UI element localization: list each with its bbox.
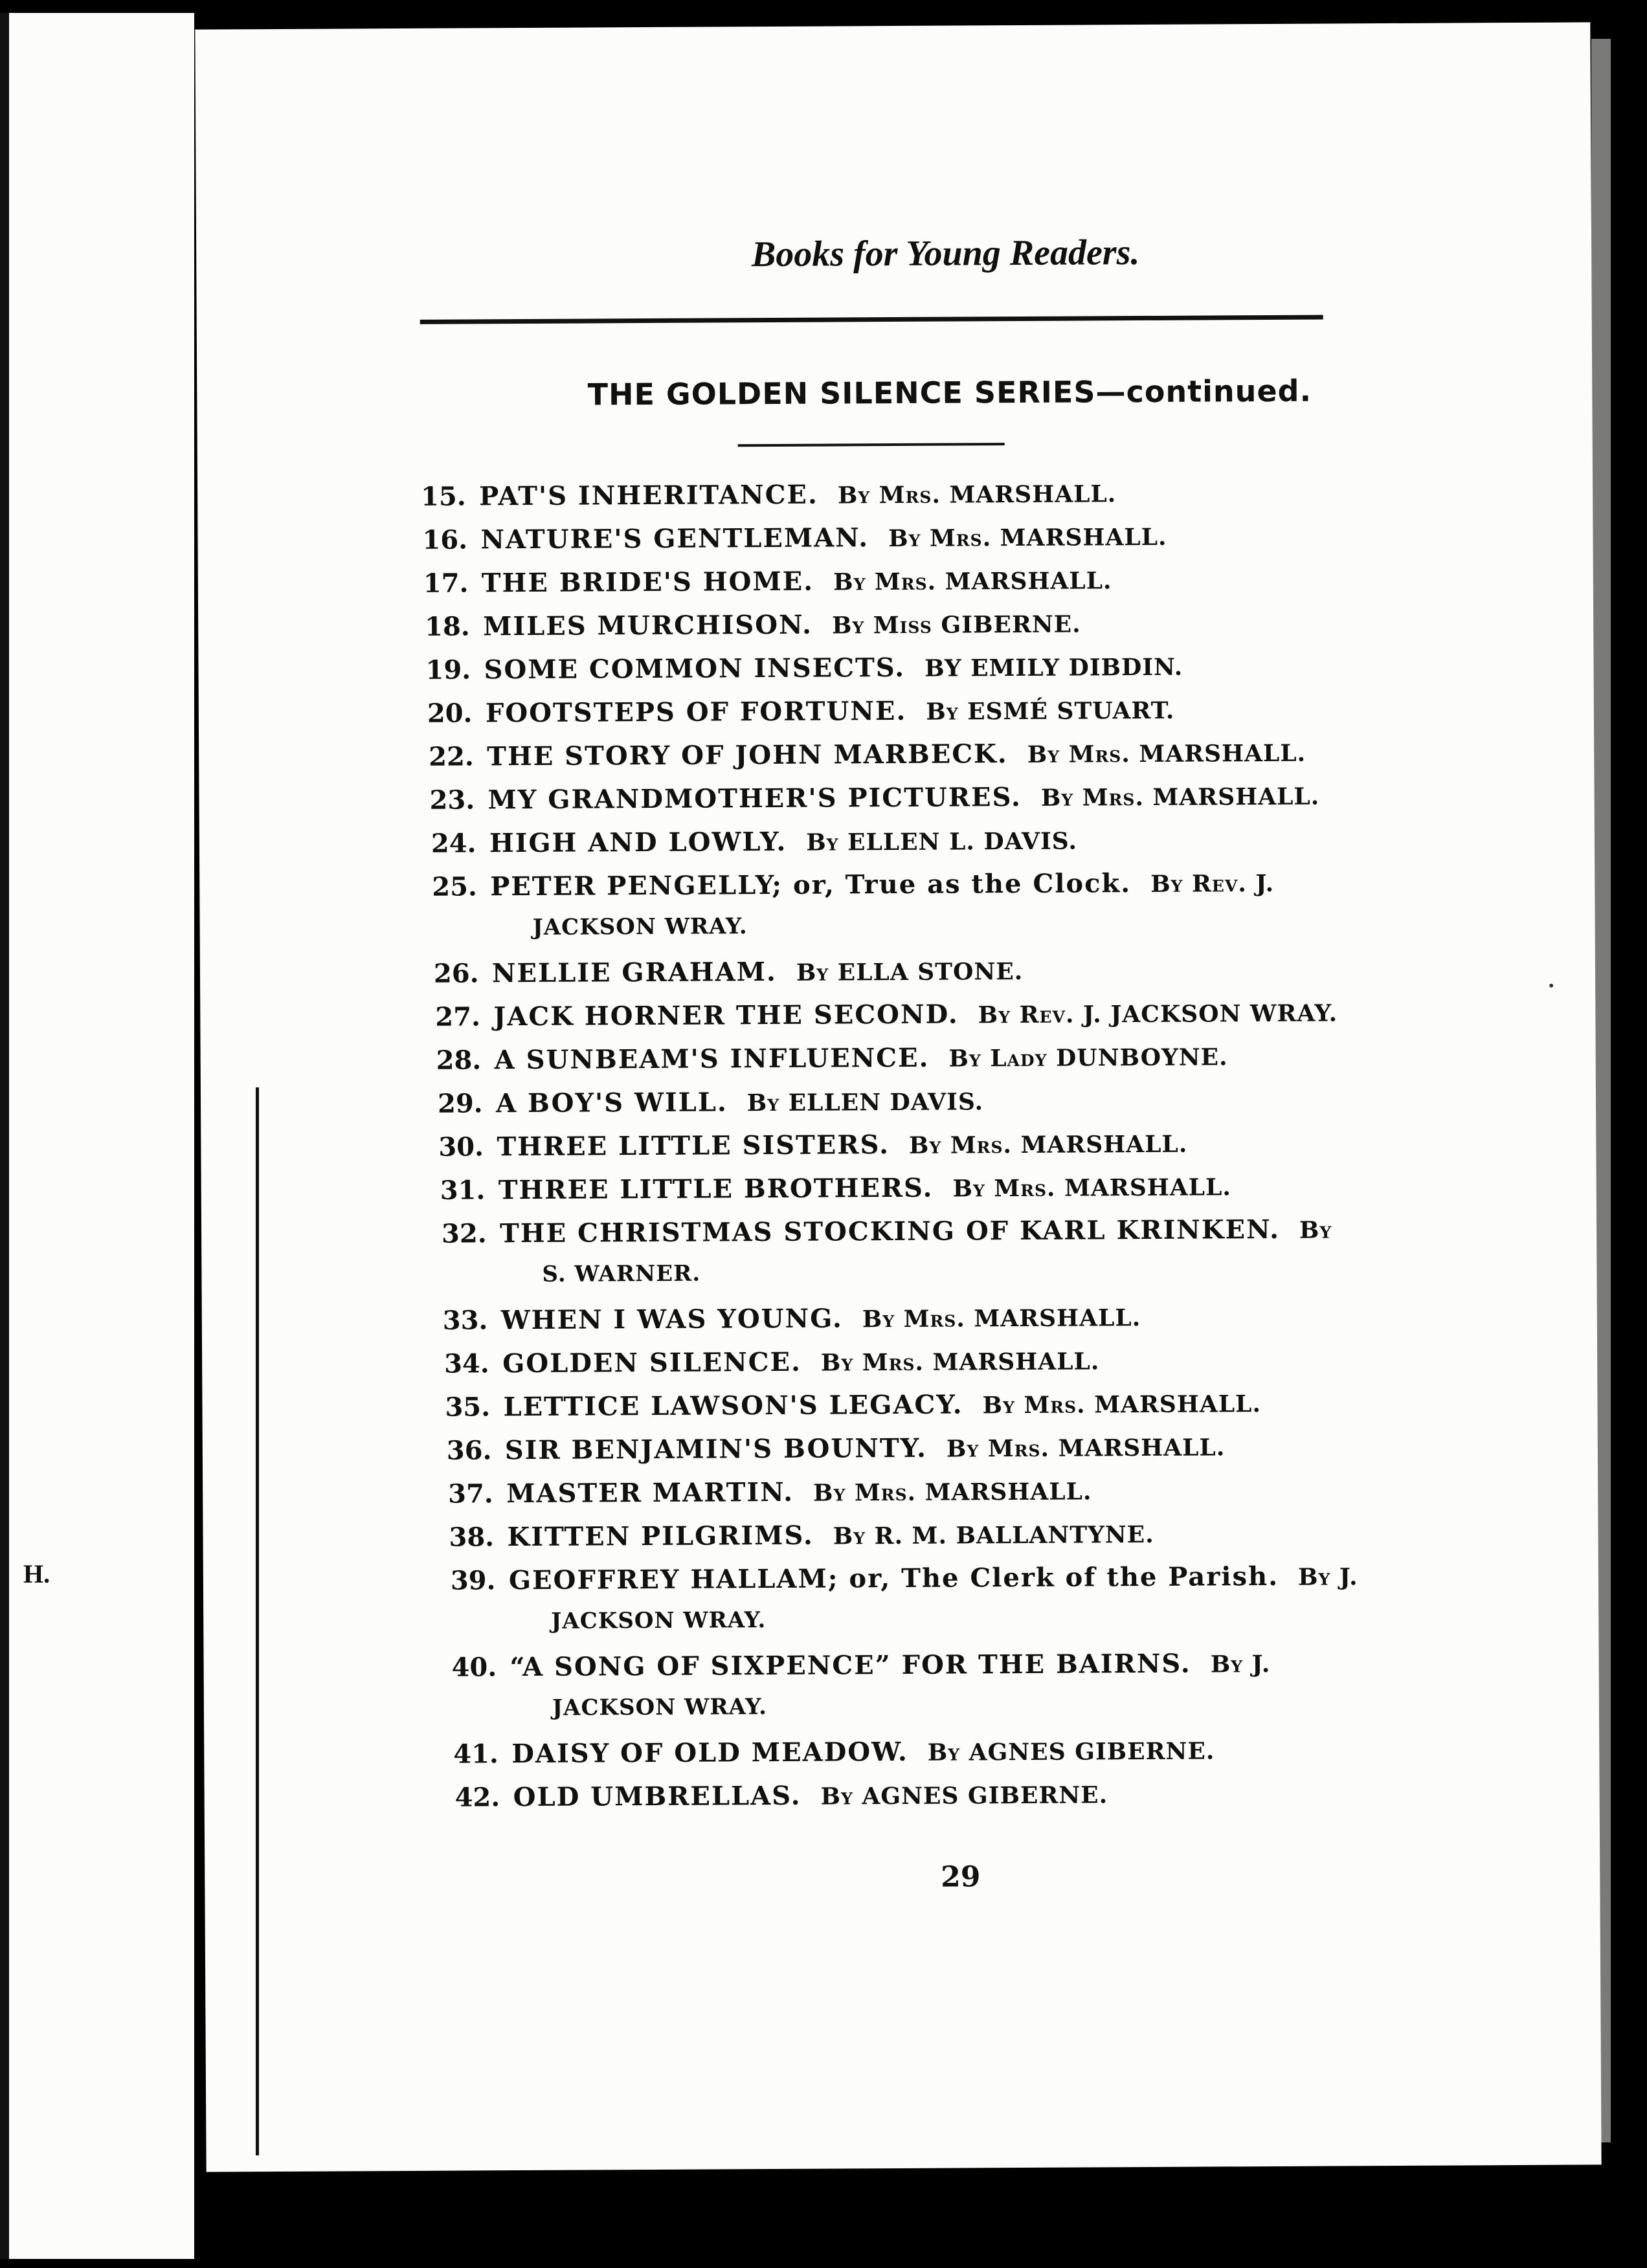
list-item — [438, 1120, 1363, 1168]
entry-author: By J. — [1297, 1563, 1358, 1591]
entry-title: THE STORY OF JOHN MARBECK. — [487, 739, 1008, 772]
entry-author-continuation: JACKSON WRAY. — [552, 1694, 768, 1721]
list-item — [435, 990, 1362, 1038]
entry-author: By Mrs. MARSHALL. — [952, 1173, 1231, 1203]
entry-author: By Miss GIBERNE. — [831, 610, 1081, 639]
list-item — [453, 1728, 1366, 1775]
entry-line — [487, 781, 1319, 816]
entry-line — [492, 955, 1024, 988]
entry-author: By Rev. J. JACKSON WRAY. — [978, 999, 1338, 1029]
entry-author: By — [1299, 1216, 1332, 1244]
entry-author-continuation: S. WARNER. — [542, 1260, 701, 1287]
entry-title: MILES MURCHISON. — [483, 609, 813, 642]
entry-author: By ELLA STONE. — [796, 957, 1024, 986]
entry-number: 36. — [446, 1435, 492, 1466]
entry-line — [510, 1648, 1270, 1682]
entry-author: By AGNES GIBERNE. — [927, 1737, 1215, 1766]
entry-number: 22. — [429, 741, 474, 772]
entry-title: “A SONG OF SIXPENCE” FOR THE BAIRNS. — [510, 1648, 1191, 1683]
entry-author: By Mrs. MARSHALL. — [888, 523, 1167, 553]
entry-number: 20. — [427, 698, 473, 729]
entry-number: 31. — [440, 1175, 486, 1206]
entry-number: 18. — [425, 611, 470, 642]
list-item — [447, 1424, 1365, 1472]
entry-line — [502, 1345, 1099, 1379]
entry-line — [489, 825, 1077, 859]
entry-number: 16. — [422, 524, 468, 555]
entry-number: 41. — [453, 1739, 499, 1770]
entry-author: By Mrs. MARSHALL. — [908, 1130, 1188, 1159]
entry-title: KITTEN PILGRIMS. — [507, 1520, 814, 1553]
entry-author: By Mrs. MARSHALL. — [982, 1390, 1262, 1419]
entry-line — [487, 737, 1306, 772]
entry-author-continuation: JACKSON WRAY. — [551, 1607, 767, 1634]
entry-author: By Mrs. MARSHALL. — [1040, 783, 1320, 812]
left-page — [0, 13, 194, 2259]
entry-title: THE CHRISTMAS STOCKING OF KARL KRINKEN. — [499, 1214, 1281, 1249]
entry-title: NELLIE GRAHAM. — [491, 956, 778, 989]
entry-author: By Mrs. MARSHALL. — [833, 567, 1112, 596]
list-item — [422, 513, 1360, 562]
entry-number: 24. — [431, 828, 476, 859]
title-rule — [738, 443, 1005, 447]
entry-author: By Mrs. MARSHALL. — [1027, 739, 1306, 768]
entry-title: MY GRANDMOTHER'S PICTURES. — [487, 781, 1022, 816]
list-item — [425, 600, 1360, 649]
series-title: THE GOLDEN SILENCE SERIES—continued. — [587, 373, 1312, 412]
entry-author: By J. — [1210, 1651, 1271, 1678]
list-item — [431, 817, 1361, 865]
entry-line — [507, 1518, 1154, 1552]
list-item — [451, 1641, 1366, 1732]
entry-title: DAISY OF OLD MEADOW. — [511, 1736, 908, 1770]
entry-title: A SUNBEAM'S INFLUENCE. — [494, 1042, 930, 1076]
book-list — [421, 470, 1367, 1819]
list-item — [429, 773, 1361, 822]
entry-author-continuation: JACKSON WRAY. — [532, 913, 748, 940]
list-item — [442, 1207, 1364, 1298]
entry-author: By ELLEN DAVIS. — [746, 1088, 984, 1117]
page-number: 29 — [941, 1860, 981, 1894]
entry-title: SOME COMMON INSECTS. — [484, 652, 906, 685]
entry-number: 19. — [425, 654, 471, 685]
entry-author: By Rev. J. — [1150, 869, 1275, 898]
entry-number: 17. — [423, 568, 469, 599]
list-item — [443, 1294, 1364, 1342]
list-item — [423, 557, 1360, 605]
list-item — [425, 643, 1360, 692]
entry-title: FOOTSTEPS OF FORTUNE. — [485, 695, 907, 729]
list-item — [445, 1381, 1364, 1429]
list-item — [454, 1771, 1366, 1819]
list-item — [434, 947, 1362, 995]
list-item — [444, 1337, 1364, 1385]
entry-number: 32. — [441, 1218, 487, 1249]
entry-author: By Lady DUNBOYNE. — [948, 1043, 1228, 1073]
entry-number: 15. — [421, 481, 466, 512]
entry-author: By Mrs. MARSHALL. — [946, 1434, 1226, 1463]
entry-author: By AGNES GIBERNE. — [820, 1781, 1108, 1810]
entry-line — [479, 478, 1116, 511]
entry-line — [497, 1128, 1187, 1162]
entry-title: OLD UMBRELLAS. — [513, 1780, 801, 1813]
entry-line — [513, 1779, 1108, 1812]
entry-author: By ELLEN L. DAVIS. — [806, 827, 1078, 856]
entry-title: MASTER MARTIN. — [506, 1476, 794, 1509]
entry-number: 33. — [442, 1305, 488, 1336]
entry-line — [511, 1735, 1215, 1769]
entry-author: BY EMILY DIBDIN. — [924, 653, 1183, 682]
entry-number: 30. — [438, 1131, 484, 1162]
header-rule — [420, 315, 1323, 324]
entry-number: 34. — [444, 1348, 489, 1379]
entry-title: GOLDEN SILENCE. — [502, 1346, 802, 1379]
entry-line — [505, 1431, 1226, 1465]
list-item — [451, 1554, 1366, 1645]
entry-number: 28. — [436, 1045, 482, 1076]
entry-line — [503, 1388, 1261, 1422]
entry-line — [484, 651, 1183, 685]
entry-number: 23. — [429, 784, 475, 816]
entry-title: NATURE'S GENTLEMAN. — [480, 522, 869, 555]
entry-number: 39. — [450, 1565, 496, 1596]
entry-number: 42. — [454, 1782, 500, 1813]
paper-speck — [1088, 2144, 1102, 2163]
entry-line — [506, 1475, 1092, 1509]
entry-title: PETER PENGELLY; or, True as the Clock. — [490, 868, 1132, 902]
entry-number: 37. — [448, 1478, 493, 1509]
entry-author: By Mrs. MARSHALL. — [812, 1478, 1092, 1507]
entry-line — [499, 1171, 1231, 1205]
entry-title: HIGH AND LOWLY. — [489, 826, 787, 859]
entry-line — [501, 1302, 1141, 1335]
list-item — [440, 1164, 1363, 1212]
left-page-fragment: H. — [23, 1559, 50, 1588]
entry-line — [480, 521, 1167, 555]
list-item — [438, 1077, 1363, 1125]
list-item — [429, 730, 1361, 779]
list-item — [427, 687, 1361, 735]
list-item — [436, 1034, 1363, 1082]
list-item — [421, 470, 1360, 518]
left-page-edge — [0, 13, 9, 2259]
entry-line — [482, 564, 1112, 598]
entry-author: By Mrs. MARSHALL. — [862, 1304, 1141, 1333]
entry-title: JACK HORNER THE SECOND. — [493, 999, 959, 1032]
list-item — [449, 1511, 1365, 1559]
entry-title: THREE LITTLE SISTERS. — [497, 1129, 890, 1162]
gutter-line — [256, 1087, 259, 2155]
running-head: Books for Young Readers. — [751, 232, 1140, 275]
entry-line — [493, 997, 1338, 1032]
entry-title: GEOFFREY HALLAM; or, The Clerk of the Parish. — [508, 1561, 1279, 1596]
entry-number: 38. — [449, 1522, 495, 1553]
entry-line — [500, 1214, 1332, 1249]
entry-number: 27. — [435, 1001, 481, 1032]
entry-title: PAT'S INHERITANCE. — [479, 479, 819, 512]
entry-line — [483, 608, 1081, 642]
entry-author: By Mrs. MARSHALL. — [820, 1348, 1100, 1377]
entry-number: 35. — [445, 1392, 491, 1423]
entry-line — [509, 1561, 1358, 1595]
entry-author: By R. M. BALLANTYNE. — [833, 1520, 1154, 1550]
entry-author: By ESMÉ STUART. — [926, 696, 1175, 726]
entry-title: LETTICE LAWSON'S LEGACY. — [503, 1389, 963, 1423]
entry-title: A BOY'S WILL. — [495, 1087, 728, 1119]
list-item — [448, 1467, 1365, 1515]
entry-number: 25. — [432, 871, 478, 902]
entry-number: 29. — [437, 1088, 483, 1119]
entry-number: 40. — [451, 1652, 497, 1683]
entry-number: 26. — [433, 958, 479, 989]
entry-title: THREE LITTLE BROTHERS. — [498, 1172, 934, 1206]
entry-line — [490, 867, 1274, 902]
entry-title: WHEN I WAS YOUNG. — [500, 1303, 843, 1336]
ink-dot — [1549, 984, 1553, 988]
entry-title: THE BRIDE'S HOME. — [481, 566, 814, 599]
entry-line — [486, 695, 1175, 729]
entry-title: SIR BENJAMIN'S BOUNTY. — [504, 1432, 928, 1466]
entry-line — [495, 1041, 1228, 1075]
list-item — [432, 860, 1362, 952]
entry-author: By Mrs. MARSHALL. — [837, 480, 1117, 509]
entry-line — [496, 1085, 983, 1118]
book-page — [195, 22, 1601, 2172]
